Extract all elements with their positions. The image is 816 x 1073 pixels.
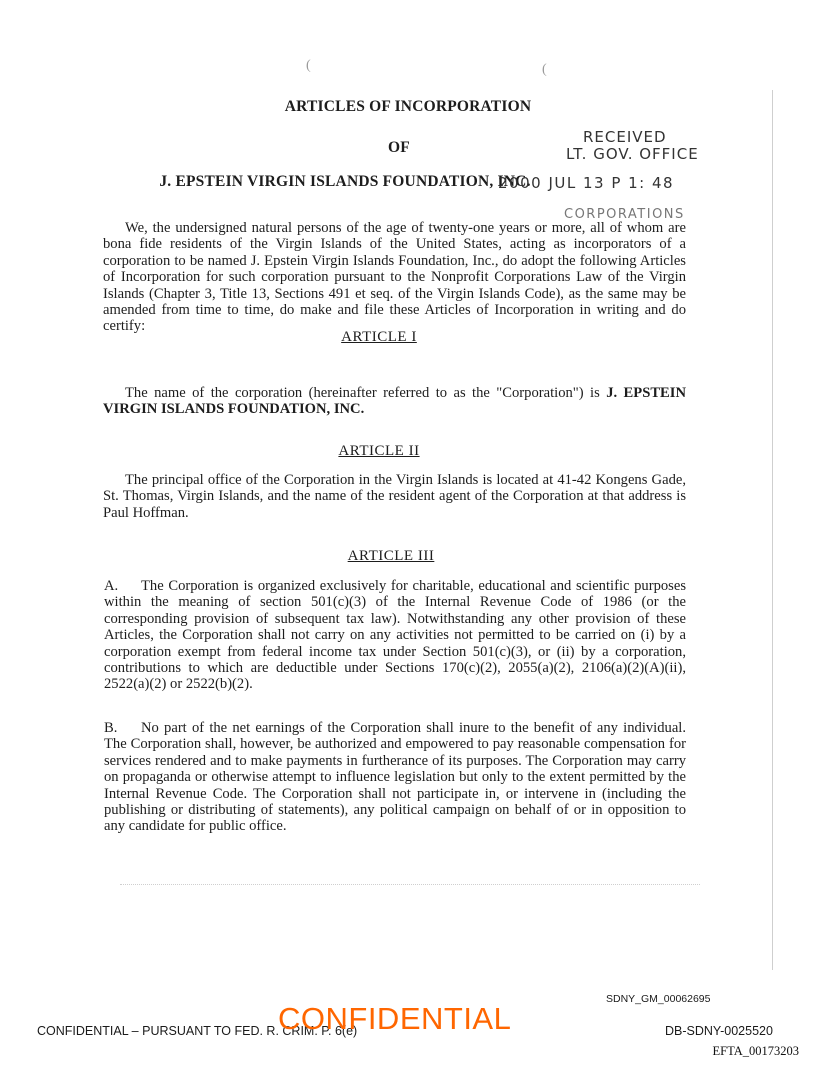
- scan-noise-line: [120, 884, 700, 885]
- stamp-received: RECEIVED: [583, 128, 667, 146]
- title-foundation-name: J. EPSTEIN VIRGIN ISLANDS FOUNDATION, INC.: [159, 173, 531, 190]
- article-1-heading: ARTICLE I: [341, 329, 417, 345]
- scan-mark-right: (: [542, 62, 547, 77]
- article-2-paragraph: The principal office of the Corporation in the Virgin Islands is located at 41-42 Kongens Gade, St. Thomas, Virgin Islands, and the name of the resident agent of the Corporation at that address is Paul Hoffman.: [103, 472, 686, 521]
- section-b-label: B.: [104, 720, 118, 736]
- document-title: ARTICLES OF INCORPORATION: [284, 98, 532, 115]
- efta-number: EFTA_00173203: [712, 1044, 799, 1058]
- article-3-heading: ARTICLE III: [347, 548, 435, 564]
- bates-number-right: DB-SDNY-0025520: [665, 1024, 773, 1038]
- article-3-section-a: [104, 578, 686, 693]
- scan-mark-left: (: [306, 58, 311, 73]
- stamp-division: CORPORATIONS: [564, 207, 685, 222]
- preamble-paragraph: We, the undersigned natural persons of the age of twenty-one years or more, all of whom are bona fide residents of the Virgin Islands of the United States, acting as incorporators of a corporation to be named J. Epstein Virgin Islands Foundation, Inc., do adopt the following Articles of Incorporation for such corporation pursuant to the Nonprofit Corporations Law of the Virgin Islands (Chapter 3, Title 13, Sections 491 et seq. of the Virgin Islands Code), as the same may be amended from time to time, do make and file these Articles of Incorporation in writing and do certify:: [103, 220, 686, 335]
- article-1-paragraph: [103, 385, 686, 418]
- article-1-text: The name of the corporation (hereinafter referred to as the "Corporation") is: [125, 385, 607, 401]
- confidential-stamp: CONFIDENTIAL: [278, 1001, 512, 1036]
- bates-number-top: SDNY_GM_00062695: [606, 993, 711, 1005]
- stamp-office: LT. GOV. OFFICE: [566, 145, 699, 163]
- section-b-text: No part of the net earnings of the Corporation shall inure to the benefit of any individual. The Corporation shall, however, be authorized and empowered to pay reasonable compensation for services rendered and to make payments in furtherance of its purposes. The Corporation may carry on propaganda or otherwise attempt to influence legislation but only to the extent permitted by the Internal Revenue Code. The Corporation shall not participate in, or intervene in (including the publishing or distributing of statements), any political campaign on behalf of or in opposition to any candidate for public office.: [104, 720, 686, 835]
- article-1-corporation-name: J. EPSTEIN VIRGIN ISLANDS FOUNDATION, INC.: [103, 385, 687, 418]
- section-a-label: A.: [104, 578, 119, 594]
- article-2-heading: ARTICLE II: [338, 443, 420, 459]
- stamp-date: 2000 JUL 13 P 1: 48: [498, 174, 675, 192]
- scan-edge-line: [772, 90, 773, 970]
- article-3-section-b: [104, 720, 686, 835]
- section-a-text: The Corporation is organized exclusively for charitable, educational and scientific purposes within the meaning of section 501(c)(3) of the Internal Revenue Code of 1986 (or the corresponding provision of subsequent tax law). Notwithstanding any other provision of these Articles, the Corporation shall not carry on any activities not permitted to be carried on (i) by a corporation exempt from federal income tax under Section 501(c)(3), or (ii) by a corporation, contributions to which are deductible under Sections 170(c)(2), 2055(a)(2), 2106(a)(2)(A)(ii), 2522(a)(2) or 2522(b)(2).: [104, 578, 686, 693]
- confidential-notice: CONFIDENTIAL – PURSUANT TO FED. R. CRIM. P. 6(e): [37, 1024, 358, 1038]
- title-of: OF: [388, 139, 410, 156]
